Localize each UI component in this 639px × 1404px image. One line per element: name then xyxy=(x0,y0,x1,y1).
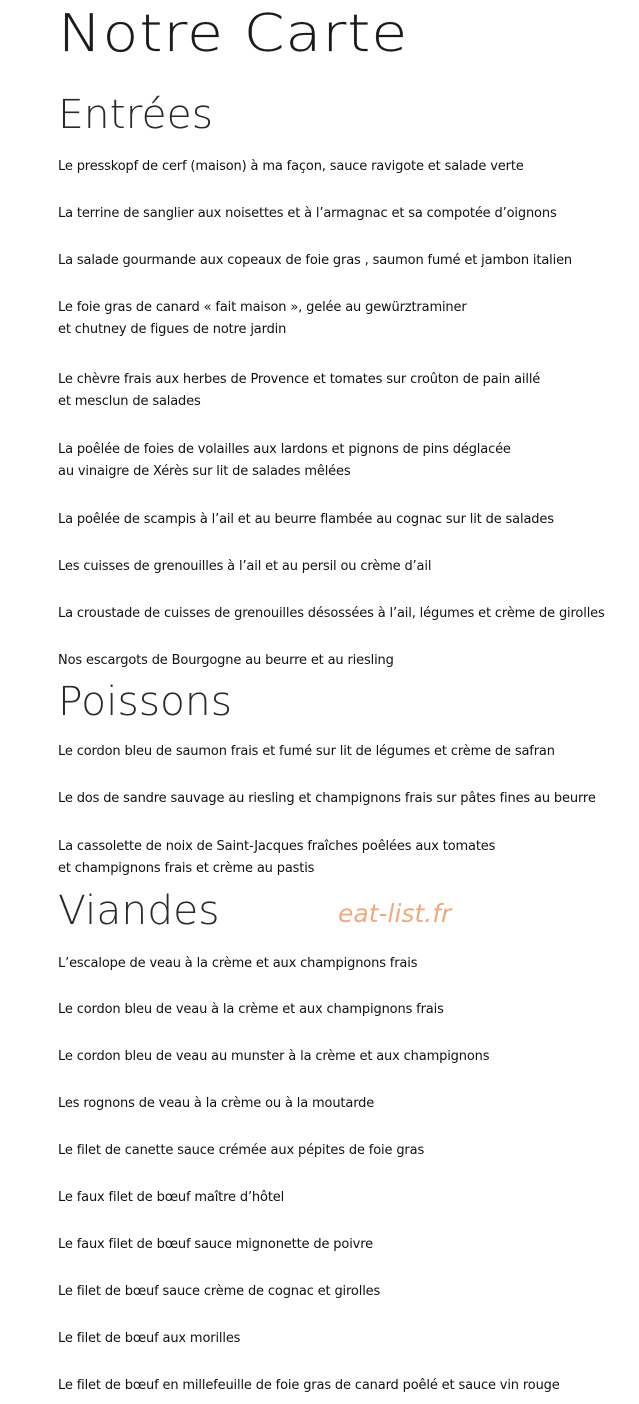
menu-item: Le filet de bœuf en millefeuille de foie gras de canard poêlé et sauce vin rouge xyxy=(58,1378,560,1393)
section-heading-viandes: Viandes xyxy=(58,888,220,934)
menu-item: Les rognons de veau à la crème ou à la moutarde xyxy=(58,1096,375,1111)
menu-item: Le foie gras de canard « fait maison », gelée au gewürztraminer et chutney de figues de notre jardin xyxy=(58,300,467,337)
section-heading-entrees: Entrées xyxy=(58,92,213,138)
menu-item: Les cuisses de grenouilles à l’ail et au persil ou crème d’ail xyxy=(58,559,432,574)
menu-item: Le filet de bœuf aux morilles xyxy=(58,1331,241,1346)
menu-item: Le filet de canette sauce crémée aux pépites de foie gras xyxy=(58,1143,425,1158)
menu-item: Le faux filet de bœuf maître d’hôtel xyxy=(58,1190,285,1205)
page-title: Notre Carte xyxy=(58,4,409,64)
menu-item: Le presskopf de cerf (maison) à ma façon, sauce ravigote et salade verte xyxy=(58,159,524,174)
menu-item: Nos escargots de Bourgogne au beurre et au riesling xyxy=(58,653,394,668)
menu-item: La salade gourmande aux copeaux de foie gras , saumon fumé et jambon italien xyxy=(58,253,573,268)
menu-item: Le chèvre frais aux herbes de Provence et tomates sur croûton de pain aillé et mesclun de salades xyxy=(58,372,541,409)
menu-item: La terrine de sanglier aux noisettes et à l’armagnac et sa compotée d’oignons xyxy=(58,206,557,221)
menu-item: Le cordon bleu de veau au munster à la crème et aux champignons xyxy=(58,1049,490,1064)
menu-item: Le faux filet de bœuf sauce mignonette de poivre xyxy=(58,1237,373,1252)
menu-item: La croustade de cuisses de grenouilles désossées à l’ail, légumes et crème de girolles xyxy=(58,606,605,621)
menu-item: L’escalope de veau à la crème et aux champignons frais xyxy=(58,956,418,971)
menu-item: Le cordon bleu de saumon frais et fumé sur lit de légumes et crème de safran xyxy=(58,744,555,759)
menu-item: Le cordon bleu de veau à la crème et aux champignons frais xyxy=(58,1002,444,1017)
menu-item: Le filet de bœuf sauce crème de cognac et girolles xyxy=(58,1284,381,1299)
menu-item: La poêlée de foies de volailles aux lardons et pignons de pins déglacée au vinaigre de Xérès sur lit de salades mêlées xyxy=(58,442,511,479)
section-heading-poissons: Poissons xyxy=(58,679,233,725)
menu-item: Le dos de sandre sauvage au riesling et champignons frais sur pâtes fines au beurre xyxy=(58,791,596,806)
menu-item: La cassolette de noix de Saint-Jacques fraîches poêlées aux tomates et champignons frais et crème au pastis xyxy=(58,839,496,876)
watermark: eat-list.fr xyxy=(338,899,452,928)
menu-item: La poêlée de scampis à l’ail et au beurre flambée au cognac sur lit de salades xyxy=(58,512,554,527)
